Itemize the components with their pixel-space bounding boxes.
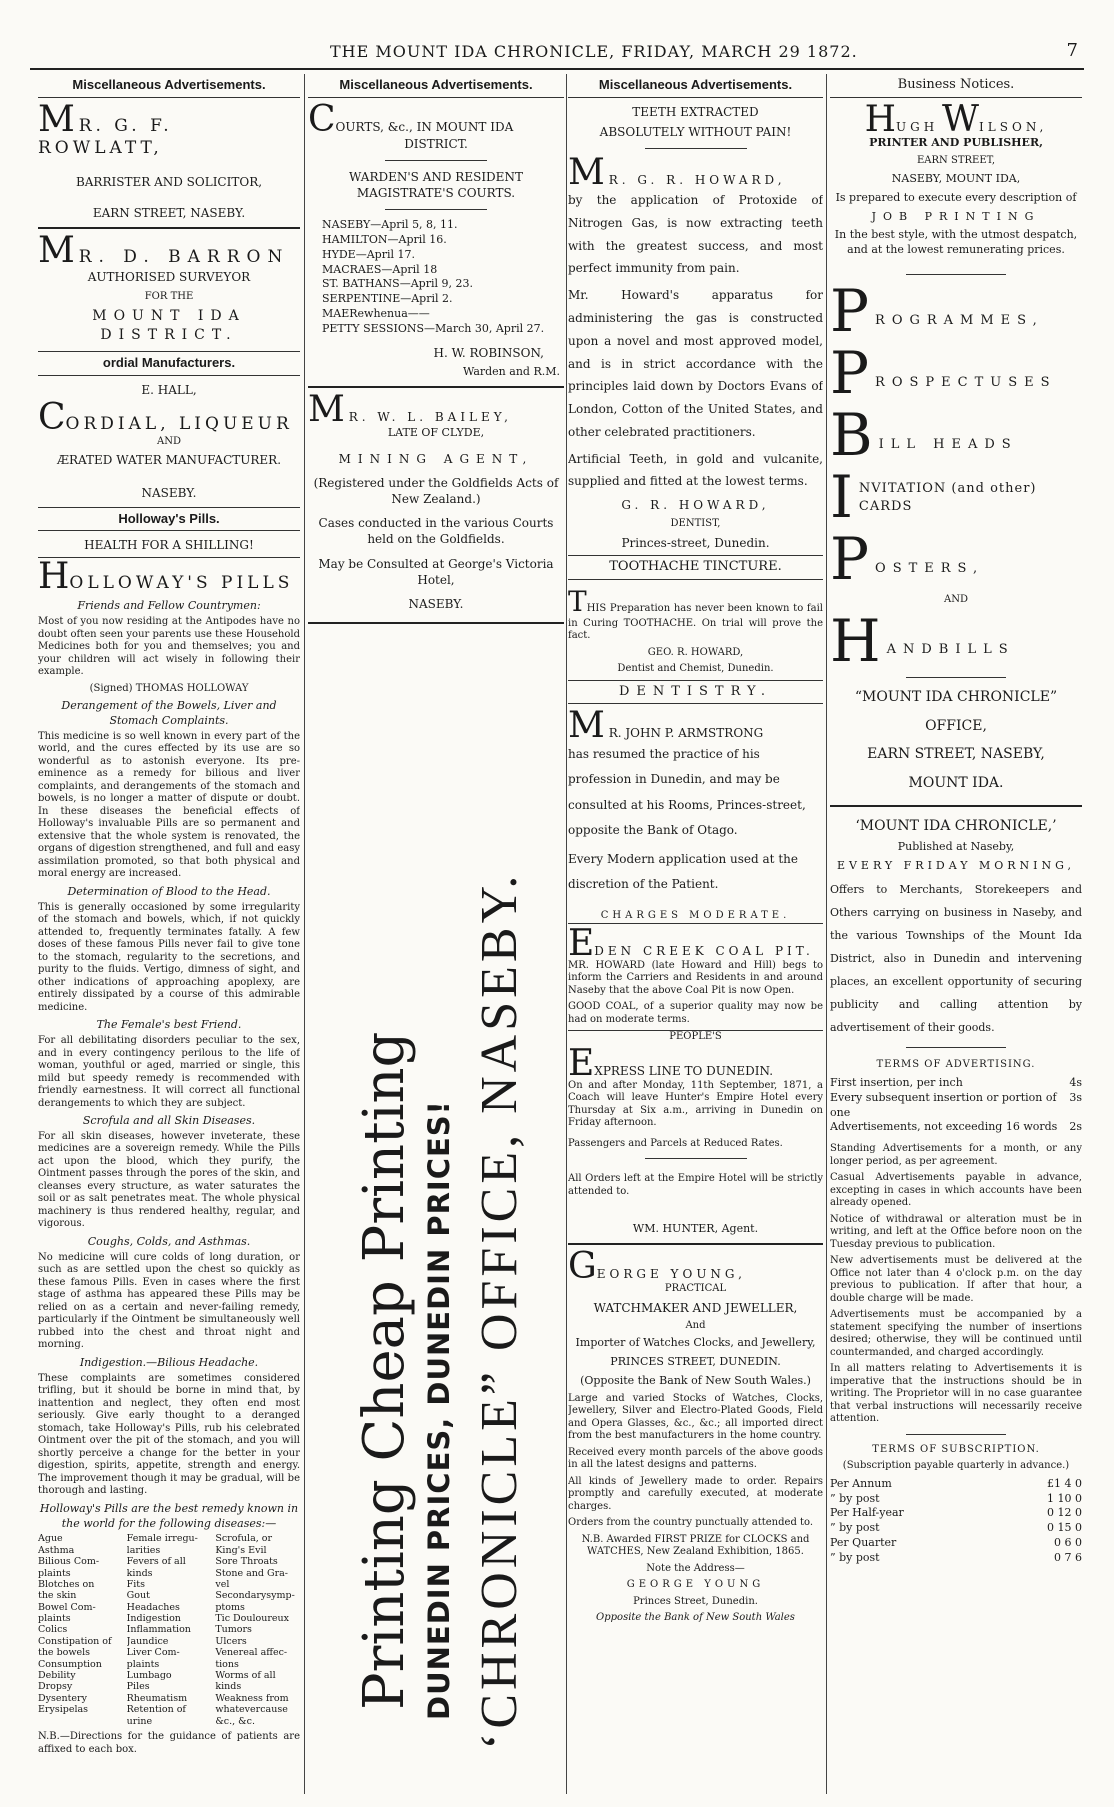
divider	[830, 805, 1082, 807]
ad-line: Is prepared to execute every description of	[835, 190, 1077, 204]
drop-cap: M	[568, 151, 605, 193]
disease-item: &c., &c.	[215, 1715, 255, 1727]
signature-title: DENTIST,	[670, 518, 721, 530]
disease-item: Gout	[126, 1590, 150, 1602]
ad-district: MOUNT IDA DISTRICT.	[92, 308, 246, 344]
paragraph: On and after Monday, 11th September, 1871, a Coach will leave Hunter's Empire Hotel every Thursday at Six a.m., arriving in Dunedin on Friday afternoon.	[568, 1079, 823, 1129]
disease-item: Retention of	[126, 1704, 186, 1716]
row-label: Per Quarter	[830, 1536, 897, 1550]
printing-item	[830, 401, 1082, 470]
disease-item: tions	[215, 1658, 239, 1670]
ad-hall	[38, 382, 300, 501]
drop-cap: P	[830, 339, 870, 408]
ad-line: WATCHMAKER AND JEWELLER,	[593, 1300, 798, 1315]
table-row	[830, 1477, 1082, 1492]
disease-item: Jaundice	[126, 1635, 169, 1647]
disease-item: Worms of all	[215, 1670, 276, 1682]
section-header: TOOTHACHE TINCTURE.	[568, 555, 823, 580]
divider	[645, 148, 747, 149]
charges: CHARGES MODERATE.	[568, 909, 823, 924]
ad-line: In the best style, with the utmost despatch, and at the lowest remunerating prices.	[834, 228, 1078, 257]
section-header: Business Notices.	[830, 74, 1082, 98]
note: Note the Address—	[646, 1562, 745, 1574]
paragraph: All kinds of Jewellery made to order. Repairs promptly and carefully executed, at moderate charges.	[568, 1475, 823, 1512]
paragraph: For all debilitating disorders peculiar to the sex, and in every contingency perilous to the life of woman, youthful or aged, married or single, this mild but speedy remedy is recommended with friendly earnestness. It will correct all functional derangements to which they are subject.	[38, 1035, 300, 1109]
row-price: 2s	[1069, 1120, 1082, 1134]
court-sittings	[308, 218, 564, 337]
ad-name: E. HALL,	[141, 382, 197, 397]
paragraph: Received every month parcels of the above goods in all the latest designs and patterns.	[568, 1446, 823, 1471]
drop-cap: W	[942, 98, 980, 140]
ad-health: HEALTH FOR A SHILLING!	[84, 538, 254, 553]
divider	[906, 677, 1007, 678]
chronicle-every: EVERY FRIDAY MORNING,	[836, 858, 1076, 872]
ad-and: AND	[157, 435, 181, 447]
paragraph: HIS Preparation has never been known to fail in Curing TOOTHACHE. On trial will prove the fact.	[568, 602, 823, 642]
disease-item: Liver Com-	[126, 1647, 180, 1659]
drop-cap: B	[830, 401, 873, 470]
ad-name: DEN CREEK COAL PIT.	[594, 943, 814, 958]
section-header: Miscellaneous Advertisements.	[38, 74, 300, 98]
divider	[38, 227, 300, 229]
disease-item: Constipation of	[38, 1635, 112, 1647]
printing-item	[830, 525, 1082, 594]
disease-item: whatevercause	[215, 1704, 288, 1716]
court-sitting: NASEBY—April 5, 8, 11.	[322, 218, 458, 232]
item-label: ROGRAMMES,	[875, 312, 1044, 328]
column-4	[830, 74, 1082, 1794]
paragraph: Passengers and Parcels at Reduced Rates.	[568, 1137, 783, 1149]
ad-line: (Opposite the Bank of New South Wales.)	[580, 1374, 811, 1388]
ad-line: DISTRICT.	[404, 136, 468, 151]
printing-item	[830, 277, 1082, 346]
disease-item: King's Evil	[215, 1544, 267, 1556]
address: Princes-street, Dunedin.	[621, 535, 770, 550]
printing-item	[830, 606, 1082, 675]
disease-item: Bilious Com-	[38, 1556, 100, 1568]
ad-line: PRACTICAL	[664, 1283, 727, 1295]
row-price: 1 10 0	[1047, 1491, 1082, 1505]
drop-cap: P	[830, 277, 870, 346]
table-row	[830, 1536, 1082, 1551]
paragraph: MR. HOWARD (late Howard and Hill) begs to inform the Carriers and Residents in and around Naseby that the above Coal Pit is now Open.	[568, 959, 823, 996]
paragraph: All Orders left at the Empire Hotel will be strictly attended to.	[568, 1173, 823, 1197]
ad-line: NASEBY, MOUNT IDA,	[891, 171, 1021, 185]
drop-cap: H	[864, 98, 897, 140]
office-line: “MOUNT IDA CHRONICLE”	[854, 688, 1058, 705]
disease-item: the bowels	[38, 1647, 91, 1659]
disease-item: the skin	[38, 1590, 77, 1602]
subscription-header: TERMS OF SUBSCRIPTION.	[872, 1443, 1040, 1455]
ad-name: R. W. L. BAILEY,	[348, 409, 512, 424]
ad-line: EARN STREET,	[916, 155, 995, 167]
drop-cap: I	[830, 463, 853, 532]
subhead: Indigestion.—Bilious Headache.	[79, 1355, 259, 1369]
paragraph: No medicine will cure colds of long duration, or such as are settled upon the chest so quickly as these famous Pills. Even in cases where the first stage of asthma has appeared these Pills may be relied on as a certain and never-failing remedy, particularly if the Ointment be simultaneously well rubbed into the chest and throat night and morning.	[38, 1251, 300, 1351]
ad-line: PRINTER AND PUBLISHER,	[869, 135, 1043, 149]
row-label: ” by post	[830, 1521, 880, 1535]
item-label: NVITATION (and other) CARDS	[858, 481, 1037, 514]
disease-item	[38, 1716, 123, 1727]
ad-name: R. JOHN P. ARMSTRONG	[608, 726, 764, 741]
teeth-headline: TEETH EXTRACTED	[632, 104, 759, 119]
ad-rowlatt	[38, 98, 300, 221]
teeth-headline: ABSOLUTELY WITHOUT PAIN!	[599, 124, 792, 139]
paragraph: New advertisements must be delivered at the Office not later than 4 o'clock p.m. on the day previous to publication. If after that hour, a double charge will be made.	[830, 1255, 1082, 1304]
disease-item: Rheumatism	[126, 1692, 188, 1704]
paragraph: Notice of withdrawal or alteration must be in writing, and left at the Office before noon on the Tuesday previous to publication.	[830, 1213, 1082, 1250]
signer: H. W. ROBINSON,	[433, 345, 544, 360]
item-label: ROSPECTUSES	[875, 374, 1057, 390]
court-sitting: SERPENTINE—April 2.	[322, 292, 453, 306]
divider	[385, 160, 487, 161]
row-price: 0 12 0	[1047, 1506, 1082, 1520]
ad-name: R. G. R. HOWARD,	[608, 172, 786, 187]
disease-item: Ulcers	[215, 1635, 247, 1647]
signature: WM. HUNTER, Agent.	[632, 1222, 759, 1236]
nb-note: N.B.—Directions for the guidance of patients are affixed to each box.	[38, 1731, 300, 1755]
page-number: 7	[1066, 40, 1078, 61]
table-row	[830, 1120, 1082, 1135]
printing-item	[830, 339, 1082, 408]
subhead: Holloway's Pills are the best remedy known in the world for the following diseases:—	[39, 1501, 299, 1530]
terms-table	[830, 1076, 1082, 1135]
section-header: Holloway's Pills.	[38, 507, 300, 532]
paragraph: has resumed the practice of his profession in Dunedin, and may be consulted at his Rooms, Princes-street, opposite the Bank of Otago.	[568, 747, 806, 837]
disease-item: urine	[126, 1715, 153, 1727]
column-rule	[826, 74, 827, 1794]
court-sitting: HYDE—April 17.	[322, 247, 415, 261]
disease-item: Tumors	[215, 1624, 252, 1636]
paragraph: Every Modern application used at the discretion of the Patient.	[568, 852, 798, 892]
disease-item: kinds	[215, 1681, 242, 1693]
disease-item: vel	[215, 1578, 230, 1590]
signature: G. R. HOWARD,	[621, 498, 770, 513]
signature-title: Dentist and Chemist, Dunedin.	[617, 663, 774, 675]
ad-line: ÆRATED WATER MANUFACTURER.	[56, 453, 282, 468]
row-price: 0 7 6	[1054, 1551, 1082, 1564]
disease-item: Dysentery	[38, 1692, 87, 1704]
subhead: Scrofula and all Skin Diseases.	[82, 1114, 256, 1128]
drop-cap: P	[830, 525, 870, 594]
court-sitting: HAMILTON—April 16.	[322, 232, 447, 246]
paragraph: Artificial Teeth, in gold and vulcanite, supplied and fitted at the lowest terms.	[568, 451, 823, 489]
row-label: ” by post	[830, 1551, 880, 1564]
court-sitting: ST. BATHANS—April 9, 23.	[322, 277, 473, 291]
printing-headline: Printing Cheap Printing	[352, 1031, 417, 1710]
drop-cap: E	[568, 1042, 595, 1084]
masthead-title: THE MOUNT IDA CHRONICLE, FRIDAY, MARCH 29 1872.	[330, 42, 858, 61]
item-label: ILL HEADS	[878, 436, 1018, 452]
signature: GEORGE YOUNG	[626, 1579, 765, 1591]
disease-item: Asthma	[38, 1544, 75, 1556]
ad-cases: Cases conducted in the various Courts held on the Goldfields.	[318, 516, 554, 547]
table-row	[830, 1076, 1082, 1091]
office-line: OFFICE,	[925, 717, 987, 734]
paragraph: This medicine is so well known in every part of the world, and the cures effected by its use are so wonderful as to astonish everyone. Its pre-eminence as a remedy for bilious and liver complaints, and derangements of the stomach and bowels, is no longer a matter of dispute or doubt. In these diseases the beneficial effects of Holloway's invaluable Pills are so permanent and extensive that the whole system is renovated, the organs of digestion strengthened, and full and easy assimilation promoted, so that both physical and moral energy are increased.	[38, 730, 300, 880]
ad-line: Importer of Watches Clocks, and Jewellery,	[575, 1336, 816, 1350]
disease-item: Piles	[126, 1681, 150, 1693]
ad-place: NASEBY.	[141, 485, 197, 500]
row-label: Per Annum	[830, 1476, 892, 1490]
divider	[568, 1243, 823, 1245]
disease-item: larities	[126, 1544, 161, 1556]
paragraph: Mr. Howard's apparatus for administering the gas is constructed upon a novel and most approved model, and is in strict accordance with the principles laid down by Doctors Evans of London, Cotton of the United States, and other celebrated practitioners.	[568, 288, 823, 439]
disease-item: Fits	[126, 1578, 145, 1590]
disease-item: Debility	[38, 1670, 76, 1682]
paragraph: Orders from the country punctually attended to.	[568, 1517, 814, 1529]
divider	[645, 1158, 747, 1159]
disease-item: Female irregu-	[126, 1533, 198, 1545]
subhead: Determination of Blood to the Head.	[67, 884, 271, 898]
ad-line: JOB PRINTING	[871, 209, 1041, 223]
paragraph: GOOD COAL, of a superior quality may now be had on moderate terms.	[568, 1001, 823, 1025]
table-row	[830, 1492, 1082, 1507]
table-row	[830, 1091, 1082, 1121]
ad-title: BARRISTER AND SOLICITOR,	[75, 175, 263, 190]
chronicle-published: Published at Naseby,	[897, 840, 1015, 854]
address: Princes Street, Dunedin.	[633, 1595, 758, 1607]
chronicle-office: ‘CHRONICLE” OFFICE, NASEBY.	[471, 871, 528, 1750]
section-header: ordial Manufacturers.	[38, 351, 300, 376]
and-label: AND	[944, 594, 968, 606]
masthead	[30, 40, 1084, 70]
disease-item: Weakness from	[215, 1692, 289, 1704]
dunedin-prices: DUNEDIN PRICES, DUNEDIN PRICES!	[422, 1100, 456, 1720]
section-header: Miscellaneous Advertisements.	[568, 74, 823, 98]
paragraph: Casual Advertisements payable in advance, excepting in cases in which accounts have been already opened.	[830, 1172, 1082, 1209]
row-label: Every subsequent insertion or portion of one	[830, 1090, 1057, 1119]
disease-item: Tic Douloureux	[215, 1613, 290, 1625]
ad-courts	[308, 98, 564, 380]
disease-item: Ague	[38, 1533, 63, 1545]
divider	[906, 1047, 1007, 1048]
column-rule	[304, 74, 305, 1794]
drop-cap: H	[830, 606, 881, 675]
row-price: 0 6 0	[1054, 1536, 1082, 1550]
vertical-printing-ad	[330, 520, 560, 1750]
column-3	[568, 74, 823, 1794]
ad-line: And	[685, 1319, 706, 1331]
disease-item: Bowel Com-	[38, 1601, 96, 1613]
row-label: First insertion, per inch	[830, 1075, 963, 1089]
court-sitting: PETTY SESSIONS—March 30, April 27.	[322, 322, 545, 336]
ad-line: ORDIAL, LIQUEUR	[65, 413, 293, 434]
table-row	[830, 1551, 1082, 1566]
court-sitting: MACRAES—April 18	[322, 262, 438, 276]
divider	[906, 274, 1007, 275]
disease-item: Dropsy	[38, 1681, 73, 1693]
row-label: Per Half-year	[830, 1506, 904, 1520]
row-price: 4s	[1069, 1075, 1082, 1089]
drop-cap: M	[308, 388, 345, 430]
paragraph: In all matters relating to Advertisements it is imperative that the instructions should be in writing. The Proprietor will in no case guarantee that verbal instructions will necessarily receive attention.	[830, 1363, 1082, 1425]
ad-name: XPRESS LINE TO DUNEDIN.	[594, 1063, 774, 1078]
ad-role: MINING AGENT,	[338, 451, 534, 466]
paragraph: Standing Advertisements for a month, or any longer period, as per agreement.	[830, 1143, 1082, 1167]
ad-title: AUTHORISED SURVEYOR	[87, 269, 251, 284]
disease-item: Colics	[38, 1624, 68, 1636]
ad-name: R. D. BARRON	[78, 246, 290, 267]
paragraph: Most of you now residing at the Antipodes have no doubt often seen your parents use these Household Medicines both for you and themselves; you and your children will act wisely in following their example.	[38, 616, 300, 678]
row-label: ” by post	[830, 1491, 880, 1505]
disease-item: plaints	[38, 1567, 71, 1579]
chronicle-title: ‘MOUNT IDA CHRONICLE,’	[855, 818, 1057, 835]
office-line: MOUNT IDA.	[908, 775, 1004, 792]
drop-cap: E	[568, 922, 595, 964]
paragraph: These complaints are sometimes considered trifling, but it should be borne in mind that, by inattention and neglect, they often end most seriously. Give early thought to a deranged stomach, take Holloway's Pills, rub his celebrated Ointment over the pit of the stomach, and you will shortly perceive a change for the better in your digestion, spirits, appetite, strength and energy. The improvement though it may be gradual, will be thorough and lasting.	[38, 1372, 300, 1497]
column-rule	[566, 74, 567, 1794]
drop-cap: T	[568, 584, 587, 618]
paragraph: This is generally occasioned by some irregularity of the stomach and bowels, which, if not quickly attended to, frequently terminates fatally. A few doses of these famous Pills never fail to give tone to the stomach, regularity to the secretions, and purity to the fluids. Vertigo, dimness of sight, and other indications of approaching apoplexy, are entirely dissipated by a course of this admirable medicine.	[38, 901, 300, 1013]
disease-item: Consumption	[38, 1658, 102, 1670]
row-price: £1 4 0	[1047, 1476, 1082, 1490]
drop-cap: G	[568, 1246, 597, 1288]
ad-line: WARDEN'S AND RESIDENT MAGISTRATE'S COURTS.	[349, 169, 523, 200]
paragraph: Offers to Merchants, Storekeepers and Others carrying on business in Naseby, and the various Townships of the Mount Ida District, also in Dunedin and intervening places, an excellent opportunity of securing publicity and calling attention by advertisement of their goods.	[830, 882, 1082, 1035]
ad-name: UGH	[896, 119, 939, 134]
table-row	[830, 1506, 1082, 1521]
subscription-note: (Subscription payable quarterly in advance.)	[842, 1460, 1070, 1472]
terms-header: TERMS OF ADVERTISING.	[876, 1059, 1036, 1071]
ad-pre: PEOPLE'S	[568, 1030, 823, 1044]
printing-item	[830, 463, 1082, 532]
disease-item: Headaches	[126, 1601, 180, 1613]
disease-item: Stone and Gra-	[215, 1567, 289, 1579]
paragraph: by the application of Protoxide of Nitrogen Gas, is now extracting teeth with the greatest success, and most perfect immunity from pain.	[568, 192, 823, 276]
section-header: Miscellaneous Advertisements.	[308, 74, 564, 98]
item-label: OSTERS,	[875, 560, 985, 576]
drop-cap: M	[38, 229, 75, 271]
disease-item: Indigestion	[126, 1613, 181, 1625]
disease-item: Erysipelas	[38, 1704, 89, 1716]
divider	[906, 1434, 1007, 1435]
ad-place: NASEBY.	[408, 597, 464, 612]
row-price: 0 15 0	[1047, 1521, 1082, 1535]
row-price: 3s	[1069, 1090, 1082, 1104]
paragraph: For all skin diseases, however inveterate, these medicines are a sovereign remedy. While the Pills act upon the blood, which they purify, the Ointment passes through the pores of the skin, and cleanses every structure, as water saturates the soil or as salt penetrates meat. The whole physical machinery is thus rendered healthy, regular, and vigorous.	[38, 1130, 300, 1230]
ad-address: EARN STREET, NASEBY.	[92, 205, 246, 220]
item-label: ANDBILLS	[886, 642, 1015, 658]
disease-item: Lumbago	[126, 1670, 172, 1682]
signature: GEO. R. HOWARD,	[647, 646, 744, 658]
disease-item: Scrofula, or	[215, 1533, 273, 1545]
drop-cap: C	[308, 98, 336, 140]
paragraph: Advertisements must be accompanied by a statement specifying the number of insertions desired; otherwise, they will be continued until countermanded, and charged accordingly.	[830, 1309, 1082, 1358]
ad-reg: (Registered under the Goldfields Acts of New Zealand.)	[313, 475, 559, 507]
paragraph: Large and varied Stocks of Watches, Clocks, Jewellery, Silver and Electro-Plated Goods, Field and Opera Glasses, &c., &c.; all imported direct from the best manufacturers in the home country.	[568, 1392, 823, 1442]
address: Opposite the Bank of New South Wales	[596, 1612, 795, 1624]
signer-title: Warden and R.M.	[462, 365, 560, 379]
ad-line: OURTS, &c., IN MOUNT IDA	[335, 119, 514, 134]
divider	[385, 209, 487, 210]
drop-cap: C	[38, 396, 66, 438]
column-1	[38, 74, 300, 1794]
subscription-table	[830, 1477, 1082, 1566]
disease-item: Inflammation	[126, 1624, 191, 1636]
drop-cap: M	[568, 705, 605, 747]
subhead: Friends and Fellow Countrymen:	[77, 599, 261, 613]
disease-item: Blotches on	[38, 1578, 95, 1590]
ad-name: ILSON,	[979, 119, 1048, 134]
disease-item: Secondarysymp-	[215, 1590, 295, 1602]
divider	[308, 386, 564, 388]
office-line: EARN STREET, NASEBY,	[867, 746, 1045, 763]
signature: (Signed) THOMAS HOLLOWAY	[89, 682, 249, 694]
disease-item: Sore Throats	[215, 1556, 278, 1568]
drop-cap: M	[38, 98, 75, 140]
paragraph: N.B. Awarded FIRST PRIZE for CLOCKS and WATCHES, New Zealand Exhibition, 1865.	[581, 1533, 810, 1558]
table-row	[830, 1521, 1082, 1536]
disease-item: plaints	[38, 1613, 71, 1625]
subhead: Coughs, Colds, and Asthmas.	[87, 1234, 251, 1248]
disease-item: plaints	[126, 1658, 160, 1670]
ad-name: EORGE YOUNG,	[596, 1267, 746, 1282]
disease-item: kinds	[126, 1567, 153, 1579]
ad-name: R. G. F. ROWLATT,	[38, 115, 173, 159]
row-label: Advertisements, not exceeding 16 words	[830, 1120, 1058, 1134]
ad-for: FOR THE	[144, 290, 194, 302]
disease-item: Venereal affec-	[215, 1647, 288, 1659]
ad-line: PRINCES STREET, DUNEDIN.	[610, 1355, 781, 1369]
drop-cap: H	[38, 556, 70, 598]
section-header: DENTISTRY.	[568, 680, 823, 705]
disease-list	[38, 1533, 300, 1727]
court-sitting: MAERewhenua——	[322, 307, 430, 321]
ad-barron	[38, 229, 300, 345]
disease-item: ptoms	[215, 1601, 245, 1613]
disease-item: Fevers of all	[126, 1556, 186, 1568]
ad-consult: May be Consulted at George's Victoria Hotel,	[318, 556, 554, 587]
pills-title: OLLOWAY'S PILLS	[69, 573, 294, 594]
subhead: The Female's best Friend.	[96, 1018, 242, 1032]
ad-late: LATE OF CLYDE,	[387, 425, 485, 439]
subhead: Derangement of the Bowels, Liver and Stomach Complaints.	[61, 699, 277, 728]
